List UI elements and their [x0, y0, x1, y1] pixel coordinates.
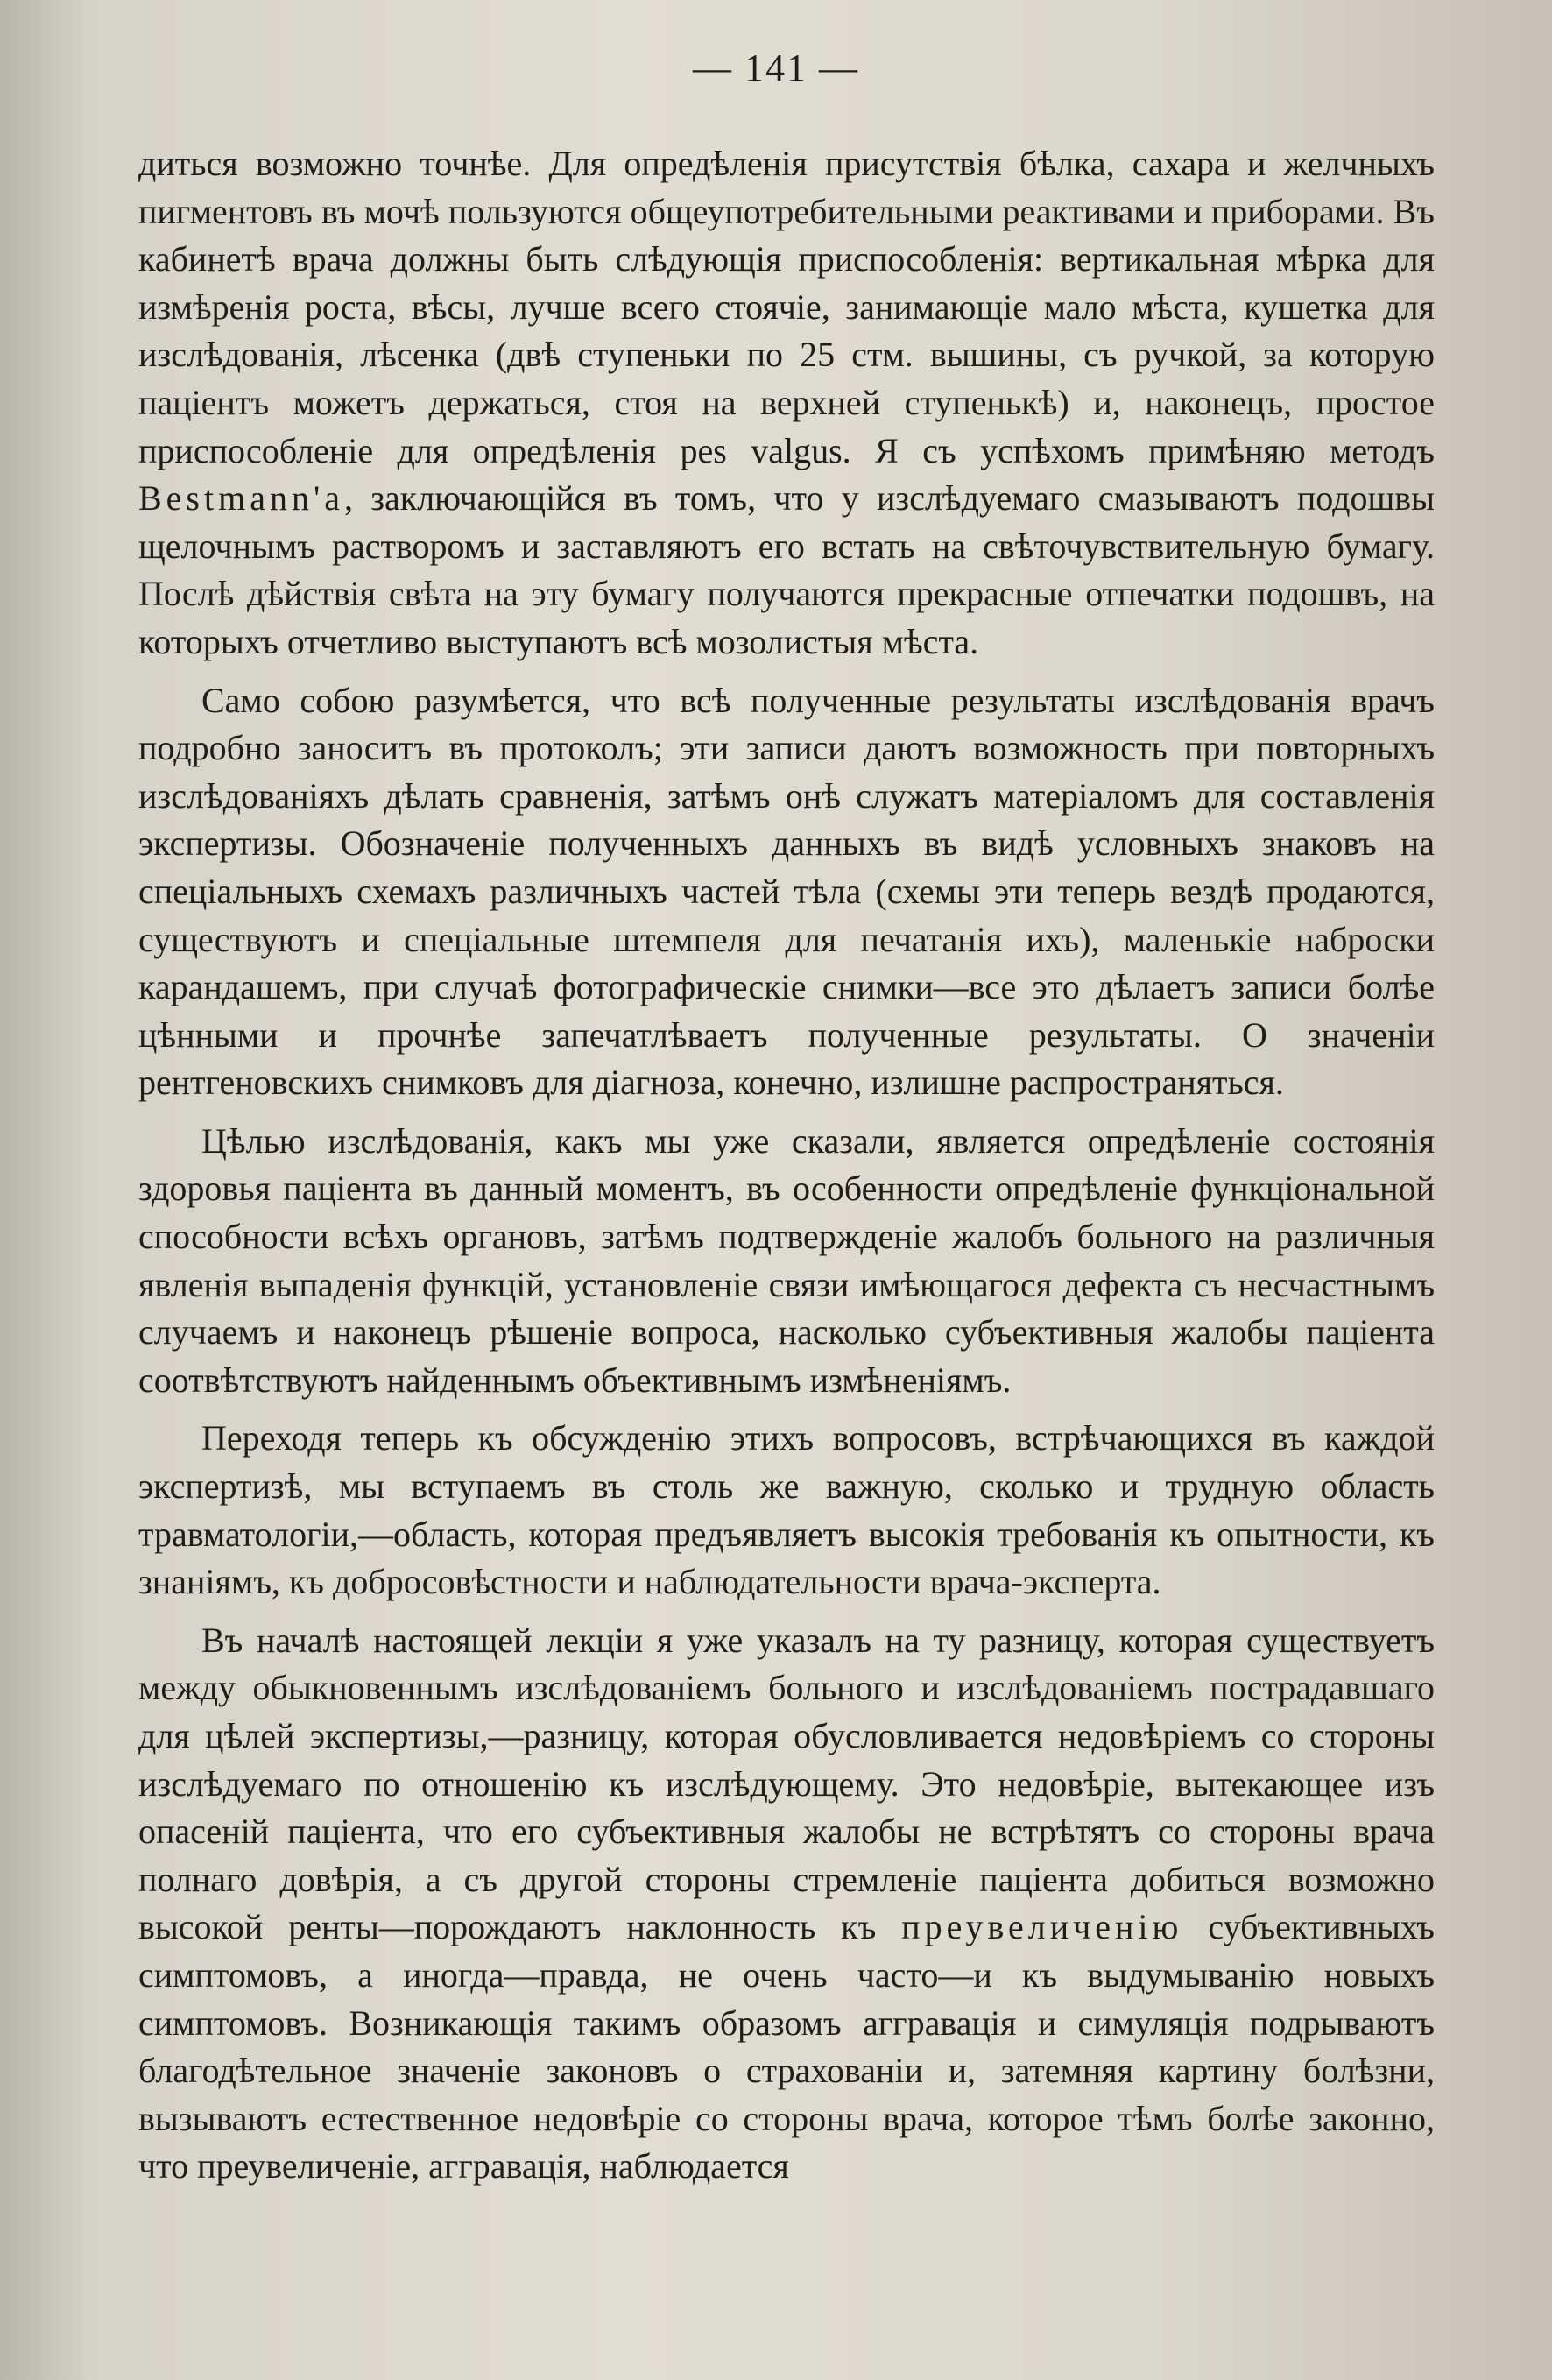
- paragraph-4: Переходя теперь къ обсужденію этихъ вопросовъ, встрѣчающихся въ каждой экспертизѣ, мы вступаемъ въ столь же важную, сколько и трудную область травматологіи,—область, которая предъявляетъ высокія требованія къ опытности, къ знаніямъ, къ добросовѣстности и наблюдательности врача-эксперта.: [138, 1418, 1435, 1602]
- text-run: , заключающійся въ томъ, что у изслѣдуемаго смазываютъ подошвы щелочнымъ растворомъ и заставляютъ его встать на свѣточувствительную бумагу. Послѣ дѣйствія свѣта на эту бумагу получаются прекрасные отпечатки подошвъ, на которыхъ отчетливо выступаютъ всѣ мозолистыя мѣста.: [138, 478, 1435, 661]
- paragraph-1: [138, 140, 1435, 667]
- text-run: диться возможно точнѣе. Для опредѣленія присутствія бѣлка, сахара и желчныхъ пигментовъ въ мочѣ пользуются общеупотребительными реактивами и приборами. Въ кабинетѣ врача должны быть слѣдующія приспособленія: вертикальная мѣрка для измѣренія роста, вѣсы, лучше всего стоячіе, занимающіе мало мѣста, кушетка для изслѣдованія, лѣсенка (двѣ ступеньки по 25 стм. вышины, съ ручкой, за которую паціентъ можетъ держаться, стоя на верхней ступенькѣ) и, наконецъ, простое приспособленіе для опредѣленія pes valgus. Я съ успѣхомъ примѣняю методъ: [138, 144, 1435, 470]
- text-run: Въ началѣ настоящей лекціи я уже указалъ на ту разницу, которая существуетъ между обыкновеннымъ изслѣдованіемъ больного и изслѣдованіемъ пострадавшаго для цѣлей экспертизы,—разницу, которая обусловливается недовѣріемъ со стороны изслѣдуемаго по отношенію къ изслѣдующему. Это недовѣріе, вытекающее изъ опасеній паціента, что его субъективныя жалобы не встрѣтятъ со стороны врача полнаго довѣрія, а съ другой стороны стремленіе паціента добиться возможно высокой ренты—порождаютъ наклонность къ: [138, 1620, 1435, 1947]
- paragraph-5: [138, 1617, 1435, 2191]
- spaced-name-bestmann: Bestmann'а: [138, 478, 344, 519]
- paragraph-3: Цѣлью изслѣдованія, какъ мы уже сказали, является опредѣленіе состоянія здоровья паціента въ данный моментъ, въ особенности опредѣленіе функціональной способности всѣхъ органовъ, затѣмъ подтвержденіе жалобъ больного на различныя явленія выпаденія функцій, установленіе связи имѣющагося дефекта съ несчастнымъ случаемъ и наконецъ рѣшеніе вопроса, насколько субъективныя жалобы паціента соотвѣтствуютъ найденнымъ объективнымъ измѣненіямъ.: [138, 1120, 1435, 1400]
- page-number: — 141 —: [693, 46, 859, 89]
- spaced-emphasis: преувеличенію: [901, 1907, 1183, 1947]
- body-text: [138, 140, 1435, 2201]
- paragraph-2: Само собою разумѣется, что всѣ полученные результаты изслѣдованія врачъ подробно заноситъ въ протоколъ; эти записи даютъ возможность при повторныхъ изслѣдованіяхъ дѣлать сравненія, затѣмъ онѣ служатъ матеріаломъ для составленія экспертизы. Обозначеніе полученныхъ данныхъ въ видѣ условныхъ знаковъ на спеціальныхъ схемахъ различныхъ частей тѣла (схемы эти теперь вездѣ продаются, существуютъ и спеціальные штемпеля для печатанія ихъ), маленькіе наброски карандашемъ, при случаѣ фотографическіе снимки—все это дѣлаетъ записи болѣе цѣнными и прочнѣе запечатлѣваетъ полученные результаты. О значеніи рентгеновскихъ снимковъ для діагноза, конечно, излишне распространяться.: [138, 680, 1435, 1103]
- text-run: субъективныхъ симптомовъ, а иногда—правда, не очень часто—и къ выдумыванію новыхъ симптомовъ. Возникающія такимъ образомъ аггравація и симуляція подрываютъ благодѣтельное значеніе законовъ о страхованіи и, затемняя картину болѣзни, вызываютъ естественное недовѣріе со стороны врача, которое тѣмъ болѣе законно, что преувеличеніе, аггравація, наблюдается: [138, 1907, 1435, 2186]
